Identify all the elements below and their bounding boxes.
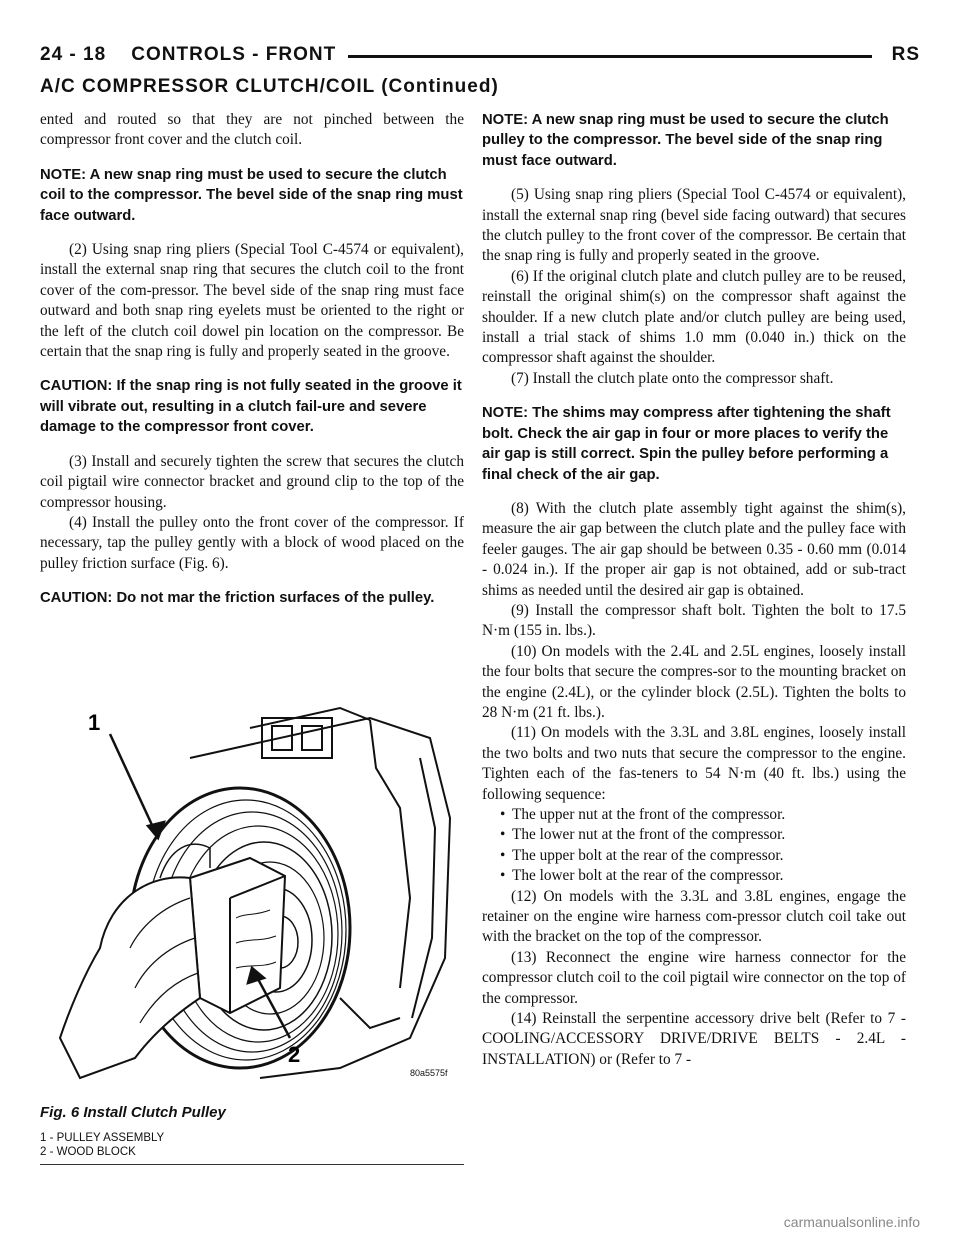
tightening-sequence [482, 805, 906, 887]
step-12: (12) On models with the 3.3L and 3.8L engines, engage the retainer on the engine wire harness com-pressor clutch coil take out with the bracket on the top of the compressor. [482, 887, 906, 946]
clutch-pulley-illustration [40, 698, 464, 1098]
sequence-item: • The lower nut at the front of the compressor. [514, 825, 906, 845]
callout-2-label: 2 [288, 1042, 301, 1067]
page-header [40, 44, 920, 70]
paragraph-continued: ented and routed so that they are not pinched between the compressor front cover and the clutch coil. [40, 111, 464, 149]
step-13: (13) Reconnect the engine wire harness connector for the compressor clutch coil to the coil pigtail wire connector on the top of the compressor. [482, 948, 906, 1007]
sequence-item: • The upper nut at the front of the compressor. [514, 805, 906, 825]
header-rule [348, 55, 872, 58]
step-11: (11) On models with the 3.3L and 3.8L engines, loosely install the two bolts and two nuts that secure the compressor to the engine. Tighten each of the fas-teners to 54 N·m (40 ft. lbs.) using the following sequence: [482, 724, 906, 803]
step-3: (3) Install and securely tighten the screw that secures the clutch coil pigtail wire connector bracket and ground clip to the top of the compressor housing. [40, 452, 464, 511]
figure-code: 80a5575f [410, 1068, 448, 1078]
model-code: RS [891, 44, 920, 65]
right-column [482, 110, 906, 1070]
step-4: (4) Install the pulley onto the front cover of the compressor. If necessary, tap the pulley gently with a block of wood placed on the pulley friction surface (Fig. 6). [40, 513, 464, 572]
caution-friction-surface: CAUTION: Do not mar the friction surfaces of the pulley. [40, 590, 435, 607]
legend-item-2: 2 - WOOD BLOCK [40, 1146, 136, 1158]
figure-legend [40, 1131, 164, 1159]
sequence-item: • The lower bolt at the rear of the compressor. [514, 866, 906, 886]
figure-caption: Fig. 6 Install Clutch Pulley [40, 1104, 226, 1121]
sequence-item: • The upper bolt at the rear of the compressor. [514, 846, 906, 866]
step-5: (5) Using snap ring pliers (Special Tool C-4574 or equivalent), install the external snap ring (bevel side facing outward) that secures the clutch pulley to the front cover of the compressor. Be certain that the snap ring is fully and properly seated in the groove. [482, 186, 906, 265]
step-8: (8) With the clutch plate assembly tight against the shim(s), measure the air gap between the clutch plate and the pulley face with feeler gauges. The air gap should be between 0.35 - 0.60 mm (0.014 - 0.024 in.). If the proper air gap is not obtained, add or sub-tract shims as needed until the desired air gap is obtained. [482, 499, 906, 599]
page-label: 24 - 18 CONTROLS - FRONT [40, 44, 337, 65]
step-9: (9) Install the compressor shaft bolt. Tighten the bolt to 17.5 N·m (155 in. lbs.). [482, 601, 906, 640]
step-14: (14) Reinstall the serpentine accessory drive belt (Refer to 7 - COOLING/ACCESSORY DRIVE/DRIVE BELTS - 2.4L - INSTALLATION) or (Refer to 7 - [482, 1010, 906, 1068]
watermark: carmanualsonline.info [783, 1214, 920, 1230]
left-column [40, 110, 464, 609]
legend-item-1: 1 - PULLEY ASSEMBLY [40, 1132, 165, 1144]
step-10: (10) On models with the 2.4L and 2.5L engines, loosely install the four bolts that secure the compres-sor to the mounting bracket on the engine (2.4L), or the cylinder block (2.5L). Tighten the bolts to 28 N·m (21 ft. lbs.). [482, 642, 906, 721]
callout-1-label: 1 [88, 710, 101, 735]
note-snap-ring-pulley: NOTE: A new snap ring must be used to secure the clutch pulley to the compressor. The bevel side of the snap ring must face outward. [482, 112, 889, 169]
step-6: (6) If the original clutch plate and clutch pulley are to be reused, reinstall the original shim(s) on the compressor shaft against the shoulder. If a new clutch plate and/or clutch pulley are being used, install a trial stack of shims 1.0 mm (0.040 in.) thick on the compressor shaft against the shoulder. [482, 267, 906, 367]
caution-snap-ring: CAUTION: If the snap ring is not fully seated in the groove it will vibrate out, resulting in a clutch fail-ure and severe damage to the compressor front cover. [40, 378, 462, 436]
note-snap-ring-coil: NOTE: A new snap ring must be used to secure the clutch coil to the compressor. The bevel side of the snap ring must face outward. [40, 166, 463, 224]
figure-6 [40, 698, 464, 1168]
step-7: (7) Install the clutch plate onto the compressor shaft. [511, 369, 834, 387]
note-shims: NOTE: The shims may compress after tightening the shaft bolt. Check the air gap in four or more places to verify the air gap is still correct. Spin the pulley before performing a final check of the air gap. [482, 405, 891, 483]
figure-bottom-rule [40, 1164, 464, 1165]
step-2: (2) Using snap ring pliers (Special Tool C-4574 or equivalent), install the external snap ring that secures the clutch coil to the front cover of the com-pressor. The bevel side of the snap ring must face outward and both snap ring eyelets must be oriented to the right or the left of the clutch coil dowel pin location on the compressor. Be certain that the snap ring is fully and properly seated in the groove. [40, 241, 464, 361]
section-title: A/C COMPRESSOR CLUTCH/COIL (Continued) [40, 76, 499, 97]
